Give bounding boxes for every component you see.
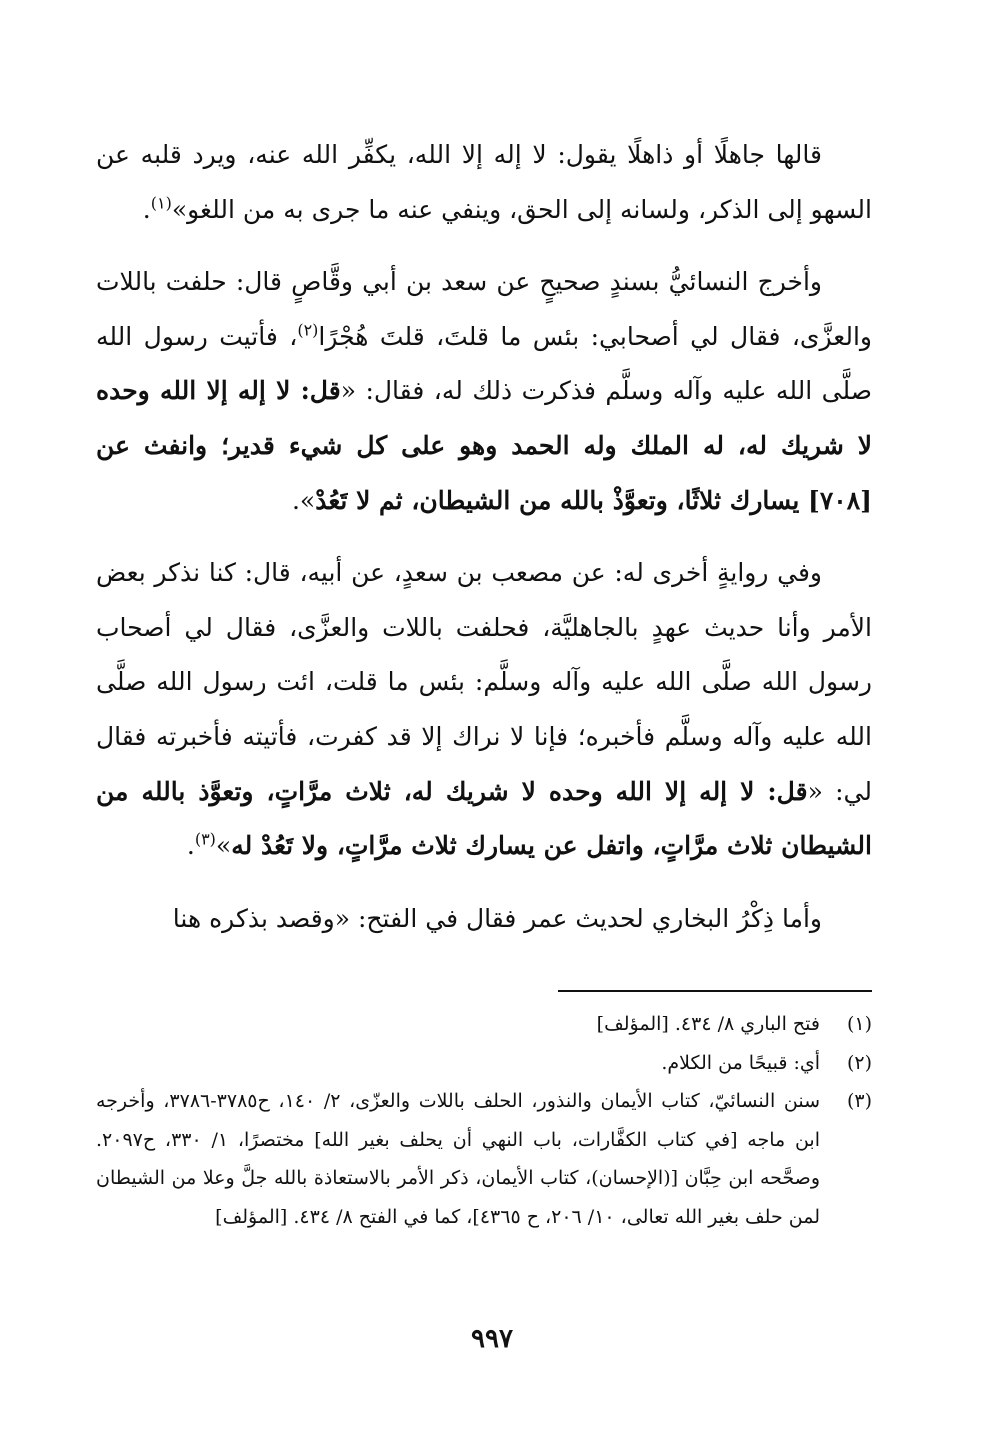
hadith-quote-1: قل: لا إله إلا الله وحده لا شريك له، له الملك وله الحمد وهو على كل شيء قدير؛ وانفث عن [٧٠٨] يسارك ثلاثًا، وتعوَّذْ بالله من الشيطان، ثم لا تَعُدْ [96, 376, 872, 515]
footnote-2 [96, 1044, 872, 1083]
paragraph-1 [96, 128, 872, 237]
paragraph-4-text: وأما ذِكْرُ البخاري لحديث عمر فقال في الفتح: «وقصد بذكره هنا [172, 903, 822, 933]
hadith-quote-2: قل: لا إله إلا الله وحده لا شريك له، ثلاث مرَّاتٍ، وتعوَّذ بالله من الشيطان ثلاث مرَّاتٍ، واتفل عن يسارك ثلاث مرَّاتٍ، ولا تَعُدْ له [96, 776, 872, 861]
footnote-1 [96, 1005, 872, 1044]
paragraph-3-text: وفي روايةٍ أخرى له: عن مصعب بن سعدٍ، عن أبيه، قال: كنا نذكر بعض الأمر وأنا حديث عهدٍ بالجاهليَّة، فحلفت باللات والعزَّى، فقال لي أصحاب رسول الله صلَّى الله عليه وآله وسلَّم: بئس ما قلت، ائت رسول الله صلَّى الله عليه وآله وسلَّم فأخبره؛ فإنا لا نراك إلا قد كفرت، فأتيته فأخبرته فقال لي: « [96, 558, 873, 806]
footnote-text: سنن النسائيّ، كتاب الأيمان والنذور، الحلف باللات والعزّى، ٢/ ١٤٠، ح٣٧٨٥-٣٧٨٦، وأخرجه ابن ماجه [في كتاب الكفَّارات، باب النهي أن يحلف بغير الله] مختصرًا، ١/ ٣٣٠، ح٢٠٩٧. وصحَّحه ابن حِبَّان [(الإحسان)، كتاب الأيمان، ذكر الأمر بالاستعاذة بالله جلَّ وعلا من الشيطان لمن حلف بغير الله تعالى، ١٠/ ٢٠٦، ح ٤٣٦٥]، كما في الفتح ٨/ ٤٣٤. [المؤلف] [96, 1090, 820, 1228]
paragraph-2 [96, 255, 872, 528]
footnote-ref-2: (٢) [297, 320, 319, 340]
footnote-ref-1: (١) [150, 193, 172, 213]
page-number: ٩٩٧ [471, 1324, 513, 1354]
paragraph-2-text-cont: ، فأتيت رسول الله صلَّى الله عليه وآله وسلَّم فذكرت ذلك له، فقال: « [96, 321, 872, 406]
paragraph-1-end: . [142, 194, 151, 224]
footnote-number: (٣) [846, 1090, 872, 1112]
paragraph-2-end: ». [291, 485, 316, 515]
quote-close: » [215, 831, 232, 861]
paragraph-3-end: . [186, 831, 195, 861]
main-text [96, 128, 872, 946]
footnote-3 [96, 1082, 872, 1236]
footnote-text: فتح الباري ٨/ ٤٣٤. [المؤلف] [596, 1013, 820, 1035]
footnote-separator [558, 990, 872, 992]
footnote-number: (١) [846, 1013, 872, 1035]
footnotes [96, 1005, 872, 1236]
paragraph-3 [96, 546, 872, 874]
footnote-ref-3: (٣) [194, 829, 216, 849]
paragraph-2-text: وأخرج النسائيُّ بسندٍ صحيحٍ عن سعد بن أبي وقَّاصٍ قال: حلفت باللات والعزَّى، فقال لي أصحابي: بئس ما قلتَ، قلتَ هُجْرًا [96, 267, 872, 351]
paragraph-4 [96, 892, 872, 947]
footnote-text: أي: قبيحًا من الكلام. [661, 1051, 820, 1074]
footnote-number: (٢) [846, 1051, 872, 1074]
paragraph-1-text: قالها جاهلًا أو ذاهلًا يقول: لا إله إلا الله، يكفِّر الله عنه، ويرد قلبه عن السهو إلى الذكر، ولسانه إلى الحق، وينفي عنه ما جرى به من اللغو» [96, 140, 872, 224]
